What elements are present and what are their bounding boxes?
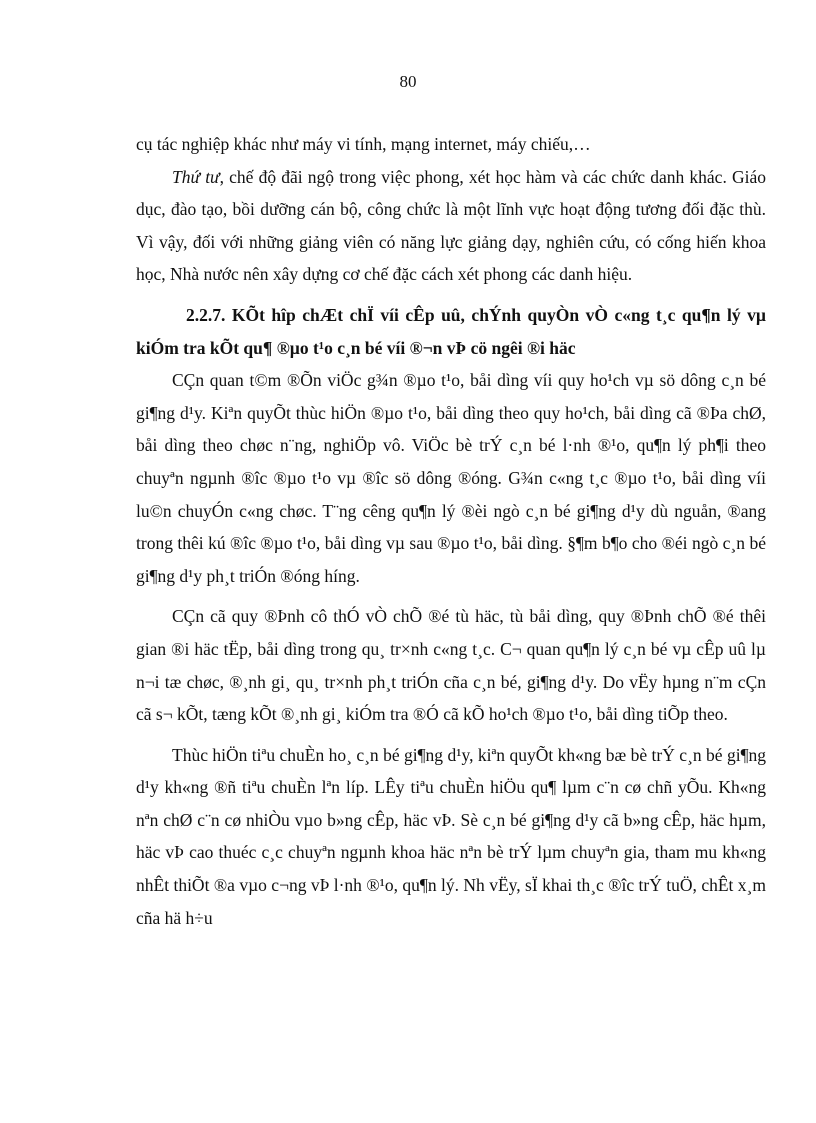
section-heading-2-2-7: 2.2.7. KÕt hîp chÆt chÏ víi cÊp uû, chÝnh quyÒn vÒ c«ng t¸c qu¶n lý vµ kiÓm tra kÕt qu¶ ®µo t¹o c¸n bé víi ®¬n vÞ cö ngêi ®i häc: [136, 304, 766, 358]
paragraph-continuation: cụ tác nghiệp khác như máy vi tính, mạng internet, máy chiếu,…: [136, 134, 591, 154]
italic-lead: Thứ tư: [172, 166, 220, 187]
body-text: [136, 128, 766, 934]
paragraph: CÇn quan t©m ®Õn viÖc g¾n ®µo t¹o, båi dìng víi quy ho¹ch vµ sö dông c¸n bé gi¶ng d¹y. Kiªn quyÕt thùc hiÖn ®µo t¹o, båi dìng theo quy ho¹ch, båi dìng cã ®Þa chØ, båi dìng theo chøc n¨ng, nghiÖp vô. ViÖc bè trÝ c¸n bé l·nh ®¹o, qu¶n lý ph¶i theo chuyªn ngµnh ®îc ®µo t¹o vµ ®îc sö dông ®óng. G¾n c«ng t¸c ®µo t¹o, båi dìng víi lu©n chuyÓn c«ng chøc. T¨ng cêng qu¶n lý ®èi ngò c¸n bé gi¶ng d¹y dù nguån, ®ang trong thêi kú ®îc ®µo t¹o, båi dìng vµ sau ®µo t¹o, båi dìng. §¶m b¶o cho ®éi ngò c¸n bé gi¶ng d¹y ph¸t triÓn ®óng híng.: [136, 370, 766, 586]
paragraph: CÇn cã quy ®Þnh cô thÓ vÒ chÕ ®é tù häc, tù båi dìng, quy ®Þnh chÕ ®é thêi gian ®i häc tËp, båi dìng trong qu¸ tr×nh c«ng t¸c. C¬ quan qu¶n lý c¸n bé vµ cÊp uû lµ n¬i tæ chøc, ®¸nh gi¸ qu¸ tr×nh ph¸t triÓn cña c¸n bé, gi¶ng d¹y. Do vËy hµng n¨m cÇn cã s¬ kÕt, tæng kÕt ®¸nh gi¸ kiÓm tra ®Ó cã kÕ ho¹ch ®µo t¹o, båi dìng tiÕp theo.: [136, 606, 766, 725]
paragraph-text: , chế độ đãi ngộ trong việc phong, xét học hàm và các chức danh khác. Giáo dục, đào tạo, bồi dưỡng cán bộ, công chức là một lĩnh vực hoạt động tương đối đặc thù. Vì vậy, đối với những giảng viên có năng lực giảng dạy, nghiên cứu, có cống hiến khoa học, Nhà nước nên xây dựng cơ chế đặc cách xét phong các danh hiệu.: [136, 166, 767, 285]
page-number: 80: [399, 72, 417, 91]
paragraph: Thùc hiÖn tiªu chuÈn ho¸ c¸n bé gi¶ng d¹y, kiªn quyÕt kh«ng bæ bè trÝ c¸n bé gi¶ng d¹y kh«ng ®ñ tiªu chuÈn lªn líp. LÊy tiªu chuÈn hiÖu qu¶ lµm c¨n cø chñ yÕu. Kh«ng nªn chØ c¨n cø nhiÒu vµo b»ng cÊp, häc vÞ. Sè c¸n bé gi¶ng d¹y cã b»ng cÊp, häc hµm, häc vÞ cao thuéc c¸c chuyªn ngµnh khoa häc nªn bè trÝ lµm chuyªn gia, tham mu kh«ng nhÊt thiÕt ®a vµo c¬ng vÞ l·nh ®¹o, qu¶n lý. Nh vËy, sÏ khai th¸c ®îc trÝ tuÖ, chÊt x¸m cña hä h÷u: [136, 744, 766, 928]
paragraph-thu-tu: [136, 161, 766, 291]
